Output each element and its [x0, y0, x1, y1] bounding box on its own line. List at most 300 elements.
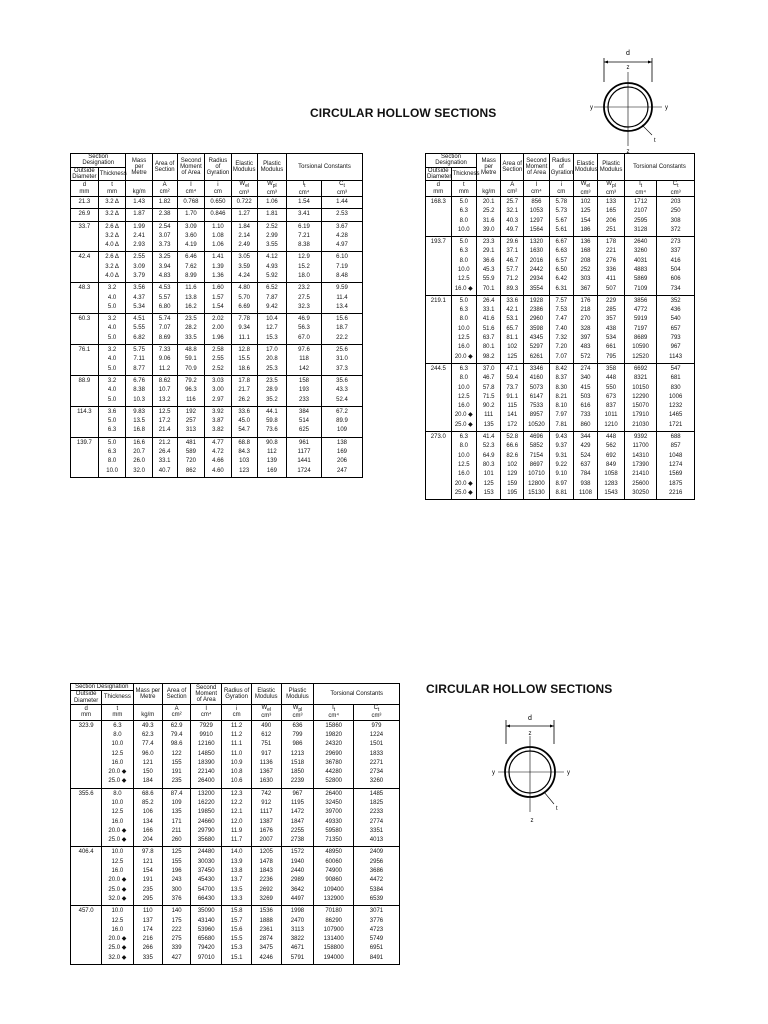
cell-value: 2956 — [369, 858, 384, 865]
cell-value: 154 — [142, 868, 153, 875]
cell-value: 90.2 — [482, 403, 495, 410]
cell-value: 11700 — [632, 443, 649, 450]
data-cell — [598, 196, 625, 236]
cell-value: 111 — [484, 412, 494, 419]
cell-value: 73.6 — [266, 427, 278, 434]
cell-value: 9.59 — [336, 285, 348, 292]
cell-value: 6.67 — [555, 239, 568, 246]
cell-value: 57.7 — [506, 267, 519, 273]
cell-value: 8.0 — [459, 257, 468, 264]
cell-value: 636 — [292, 722, 303, 729]
cell-value: 3.92 — [212, 408, 224, 415]
header-symbol-unit — [322, 181, 363, 197]
cell-value: 9.42 — [266, 303, 278, 310]
cell-value: 8697 — [529, 461, 544, 468]
cell-value: 6.3 — [459, 365, 468, 372]
data-cell — [451, 432, 477, 500]
cell-value: 384 — [299, 408, 310, 415]
header-section-designation: Section Designation — [71, 684, 134, 691]
cell-value: 1721 — [668, 421, 683, 428]
outside-diameter-cell — [71, 209, 99, 221]
data-cell — [126, 252, 152, 283]
cell-value: 53960 — [197, 926, 215, 933]
cell-value: 1485 — [369, 790, 384, 797]
cell-value: 10.9 — [230, 759, 243, 766]
page-title-top: CIRCULAR HOLLOW SECTIONS — [310, 106, 497, 120]
data-cell — [287, 221, 322, 252]
data-cell — [222, 847, 252, 906]
header-symbol-unit — [231, 181, 257, 197]
label-z-top: z — [626, 65, 630, 71]
cell-value: 1.82 — [158, 198, 171, 205]
unit: cm³ — [292, 713, 303, 720]
circular-section-diagram-top — [590, 40, 690, 155]
table-row-group — [71, 847, 400, 906]
data-cell — [98, 345, 126, 376]
cell-value: 15860 — [325, 722, 342, 729]
cell-value: 4246 — [259, 954, 273, 961]
header-elastic: Elastic Modulus — [573, 154, 597, 181]
cell-value: 60.3 — [78, 316, 91, 323]
cell-value: 18.7 — [336, 325, 348, 332]
cell-value: 8.37 — [555, 375, 568, 382]
header-elastic: Elastic Modulus — [231, 154, 257, 181]
cell-value: 8491 — [369, 954, 384, 961]
cell-value: 70.9 — [185, 365, 197, 372]
header-symbol-unit — [353, 704, 399, 720]
cell-value: 35680 — [197, 837, 215, 844]
cell-value: 33.7 — [78, 223, 91, 230]
cell-value: 9.34 — [238, 325, 251, 332]
cell-value: 4.24 — [238, 273, 251, 279]
cell-value: 5384 — [369, 886, 384, 893]
cell-value: 1.27 — [238, 211, 251, 218]
cell-value: 21030 — [632, 421, 649, 428]
cell-value: 1.70 — [185, 211, 197, 218]
header-symbol-unit — [71, 181, 99, 197]
cell-value: 344 — [580, 434, 591, 441]
cell-value: 5.0 — [107, 439, 117, 446]
header-thickness: Thickness — [451, 167, 477, 181]
cell-value: 4.53 — [158, 285, 171, 292]
data-cell — [524, 196, 550, 236]
table-row-group — [71, 283, 363, 314]
cell-value: 193.7 — [430, 239, 446, 246]
cell-value: 13.2 — [158, 396, 171, 403]
cell-value: 2107 — [633, 208, 648, 215]
cell-value: 1195 — [291, 800, 304, 806]
cell-value: 4.72 — [212, 449, 224, 456]
cell-value: 46.7 — [506, 257, 519, 264]
cell-value: 1850 — [290, 769, 305, 776]
cell-value: 2738 — [290, 837, 305, 844]
cell-value: 6.3 — [107, 427, 117, 434]
cell-value: 39.0 — [482, 226, 495, 233]
data-cell — [287, 345, 322, 376]
label-y-right: y — [665, 105, 668, 111]
cell-value: 4671 — [290, 945, 305, 952]
cell-value: 10.0 — [457, 452, 470, 459]
cell-value: 4013 — [369, 837, 384, 844]
data-cell — [177, 437, 205, 477]
cell-value: 504 — [670, 267, 681, 273]
table-row-group — [71, 196, 363, 208]
label-y-left: y — [492, 770, 495, 776]
data-cell — [231, 375, 257, 406]
cell-value: 12.5 — [457, 276, 470, 283]
cell-value: 98.6 — [170, 741, 183, 748]
cell-value: 5.0 — [107, 396, 117, 403]
cell-value: 448 — [606, 434, 617, 441]
header-plastic: Plastic Modulus — [257, 154, 286, 181]
data-cell — [133, 906, 163, 965]
cell-value: 4723 — [369, 926, 384, 933]
cell-value: 121 — [142, 759, 153, 766]
cell-value: 2595 — [633, 217, 648, 224]
cell-value: 67.0 — [298, 334, 310, 341]
cell-value: 229 — [606, 297, 617, 304]
cell-value: 22.2 — [336, 334, 348, 341]
table-row-group — [71, 788, 400, 847]
cell-value: 196 — [171, 868, 182, 875]
cell-value: 336 — [606, 267, 617, 273]
cell-value: 13.8 — [185, 294, 197, 301]
cell-value: 8.62 — [158, 377, 171, 384]
cell-value: 7.19 — [336, 263, 348, 270]
header-symbol-unit — [222, 704, 252, 720]
cell-value: 1630 — [259, 778, 273, 785]
outside-diameter-cell — [71, 221, 99, 252]
cell-value: 862 — [185, 467, 196, 474]
cell-value: 2442 — [529, 267, 544, 273]
data-cell — [257, 252, 286, 283]
data-cell — [287, 209, 322, 221]
cell-value: 244.5 — [430, 365, 446, 372]
cell-value: 3.59 — [238, 263, 251, 270]
data-cell — [657, 196, 695, 236]
header-plastic: Plastic Modulus — [281, 684, 314, 705]
cell-value: 6.46 — [185, 254, 197, 261]
header-plastic: Plastic Modulus — [598, 154, 625, 181]
cell-value: 16.0 — [457, 344, 470, 351]
cell-value: 10.0 — [106, 467, 118, 474]
cell-value: 8957 — [529, 412, 544, 419]
data-cell — [281, 788, 314, 847]
symbol: $W_{el}$ — [580, 181, 591, 190]
cell-value: 23.2 — [298, 285, 310, 292]
cell-value: 2734 — [369, 769, 384, 776]
data-cell — [102, 720, 133, 788]
cell-value: 6.42 — [555, 276, 568, 283]
cell-value: 8.0 — [113, 731, 122, 738]
outside-diameter-cell — [71, 283, 99, 314]
cell-value: 16.2 — [185, 303, 197, 310]
cell-value: 2960 — [529, 316, 544, 323]
header-symbol-unit — [191, 704, 222, 720]
symbol: $W_{pl}$ — [292, 704, 303, 714]
cell-value: 11.0 — [231, 750, 243, 757]
data-cell — [287, 252, 322, 283]
cell-value: 37.3 — [336, 365, 348, 372]
cell-value: 5.0 — [107, 365, 117, 372]
cell-value: 2233 — [369, 809, 384, 816]
data-cell — [322, 221, 363, 252]
cell-value: 10520 — [528, 421, 545, 428]
outside-diameter-cell — [71, 437, 99, 477]
cell-value: 5.57 — [158, 294, 171, 301]
cell-value: 260 — [171, 837, 182, 844]
cell-value: 55.9 — [482, 276, 495, 283]
cell-value: 6.52 — [266, 285, 278, 292]
data-cell — [322, 283, 363, 314]
data-cell — [177, 252, 205, 283]
data-cell — [353, 788, 399, 847]
data-cell — [657, 432, 695, 500]
data-cell — [477, 432, 501, 500]
table-row-group — [71, 375, 363, 406]
cell-value: 12.5 — [111, 917, 124, 924]
cell-value: 7929 — [199, 722, 213, 729]
cell-value: 4.0 Δ — [105, 273, 119, 279]
cell-value: 33.6 — [238, 408, 251, 415]
symbol: i — [560, 182, 562, 189]
header-symbol-unit — [598, 181, 625, 197]
cell-value: 4.0 — [107, 294, 117, 301]
cell-value: 8.0 — [113, 790, 122, 797]
cell-value: 42.1 — [506, 307, 519, 314]
unit: mm — [433, 188, 444, 195]
outside-diameter-cell — [426, 237, 452, 296]
cell-value: 14310 — [632, 452, 649, 459]
cell-value: 11.7 — [231, 837, 243, 844]
cell-value: 35.2 — [266, 396, 278, 403]
data-cell — [251, 847, 281, 906]
cell-value: 308 — [670, 217, 681, 224]
cell-value: 51.6 — [482, 325, 495, 332]
cell-value: 52.3 — [482, 443, 495, 450]
cell-value: 109400 — [323, 886, 344, 893]
cell-value: 43140 — [197, 917, 215, 924]
header-mass: Mass per Metre — [133, 684, 163, 705]
cell-value: 2236 — [259, 877, 273, 884]
data-cell — [205, 375, 231, 406]
cell-value: 5.92 — [266, 273, 278, 279]
table-row-group — [426, 432, 695, 500]
cell-value: 3.05 — [238, 254, 251, 261]
cell-value: 300 — [171, 886, 182, 893]
cell-value: 33.1 — [482, 307, 495, 314]
data-cell — [287, 406, 322, 437]
cell-value: 10.0 — [457, 267, 470, 273]
cell-value: 59580 — [325, 827, 342, 834]
cell-value: 45.0 — [238, 418, 251, 425]
header-second-moment: Second Moment of Area — [524, 154, 550, 181]
cell-value: 1572 — [290, 849, 305, 856]
cell-value: 86290 — [325, 917, 342, 924]
cell-value: 25.0 ◆ — [454, 421, 473, 428]
data-cell — [281, 720, 314, 788]
data-cell — [549, 432, 573, 500]
symbol: A — [174, 705, 179, 712]
cell-value: 137 — [142, 917, 153, 924]
cell-value: 4772 — [633, 307, 648, 314]
dim-arrow-left — [604, 61, 608, 64]
data-cell — [152, 375, 177, 406]
cell-value: 5.55 — [133, 325, 145, 332]
cell-value: 7.33 — [158, 347, 171, 354]
header-radius: Radius of Gyration — [549, 154, 573, 181]
cell-value: 28.9 — [266, 387, 278, 394]
cell-value: 5.0 — [459, 297, 468, 304]
cell-value: 219.1 — [430, 297, 446, 304]
unit: cm⁴ — [200, 712, 212, 719]
cell-value: 11.9 — [231, 827, 243, 834]
cell-value: 2.99 — [266, 232, 278, 239]
data-cell — [102, 788, 133, 847]
cell-value: 16.0 — [457, 471, 470, 478]
cell-value: 66.6 — [506, 443, 519, 450]
cell-value: 8689 — [633, 335, 648, 342]
cell-value: 98.2 — [482, 353, 495, 360]
cell-value: 251 — [606, 226, 617, 233]
cell-value: 3.2 Δ — [105, 211, 119, 218]
cell-value: 20.8 — [266, 356, 278, 363]
cell-value: 17.8 — [238, 377, 251, 384]
cell-value: 9.22 — [555, 461, 568, 468]
data-cell — [205, 314, 231, 345]
cell-value: 1.39 — [212, 263, 224, 270]
cell-value: 138 — [337, 439, 348, 446]
cell-value: 562 — [606, 443, 617, 450]
cell-value: 85.2 — [141, 800, 154, 806]
cell-value: 90860 — [325, 877, 342, 884]
cell-value: 125 — [580, 208, 591, 215]
cell-value: 21.3 — [78, 198, 91, 205]
data-cell — [281, 847, 314, 906]
cell-value: 175 — [171, 917, 182, 924]
cell-value: 4345 — [529, 335, 544, 342]
data-cell — [205, 209, 231, 221]
header-thickness: Thickness — [98, 167, 126, 181]
cell-value: 48950 — [325, 849, 342, 856]
cell-value: 20.0 ◆ — [454, 412, 473, 419]
data-cell — [257, 221, 286, 252]
cell-value: 23.3 — [482, 239, 495, 246]
cell-value: 1387 — [259, 818, 273, 825]
cell-value: 1843 — [259, 868, 273, 875]
header-symbol-unit — [102, 704, 133, 720]
data-cell — [322, 314, 363, 345]
data-cell — [598, 363, 625, 431]
cell-value: 15.2 — [298, 263, 310, 270]
cell-value: 77.4 — [141, 741, 154, 748]
cell-value: 313 — [185, 427, 196, 434]
data-cell — [163, 788, 191, 847]
data-cell — [98, 221, 126, 252]
cell-value: 8.0 — [459, 375, 468, 382]
cell-value: 720 — [185, 458, 196, 465]
cell-value: 6.50 — [555, 267, 568, 273]
cell-value: 3.09 — [133, 263, 145, 270]
cell-value: 6147 — [529, 393, 544, 400]
header-area: Area of Section — [163, 684, 191, 705]
header-section-designation: Section Designation — [426, 154, 477, 168]
cell-value: 438 — [606, 325, 617, 332]
cell-value: 5.0 — [107, 334, 117, 341]
cell-value: 26.2 — [238, 396, 251, 403]
cell-value: 1205 — [259, 849, 273, 856]
cell-value: 436 — [670, 307, 681, 314]
cell-value: 6.3 — [113, 722, 122, 729]
cell-value: 71.5 — [482, 393, 495, 400]
cell-value: 33.1 — [158, 458, 171, 465]
cell-value: 37450 — [197, 868, 215, 875]
section-table-3 — [70, 683, 400, 965]
data-cell — [177, 209, 205, 221]
data-cell — [152, 252, 177, 283]
cell-value: 799 — [292, 731, 303, 738]
data-cell — [205, 196, 231, 208]
header-symbol-unit — [625, 181, 657, 197]
cell-value: 20.0 ◆ — [108, 769, 127, 776]
cell-value: 49330 — [325, 818, 342, 825]
outside-diameter-cell — [71, 375, 99, 406]
symbol: t — [116, 705, 119, 712]
data-cell — [625, 237, 657, 296]
cell-value: 9.37 — [555, 443, 568, 450]
cell-value: 32.3 — [298, 303, 310, 310]
cell-value: 448 — [606, 375, 617, 382]
cell-value: 3.2 Δ — [105, 263, 119, 270]
cell-value: 43.3 — [336, 387, 348, 394]
cell-value: 59.1 — [185, 356, 197, 363]
cell-value: 7533 — [529, 403, 544, 410]
cell-value: 12.5 — [111, 750, 124, 757]
data-cell — [177, 283, 205, 314]
cell-value: 134 — [142, 818, 153, 825]
cell-value: 16.0 — [457, 403, 470, 410]
cell-value: 1875 — [668, 480, 683, 487]
symbol: $C_t$ — [339, 181, 345, 190]
data-cell — [657, 295, 695, 363]
cell-value: 5.73 — [555, 208, 568, 215]
header-symbol-unit — [163, 704, 191, 720]
data-cell — [126, 221, 152, 252]
data-cell — [287, 375, 322, 406]
cell-value: 285 — [606, 307, 617, 314]
cell-value: 681 — [670, 375, 681, 382]
cell-value: 1888 — [259, 917, 273, 924]
cell-value: 10.0 — [111, 741, 124, 748]
cell-value: 10150 — [632, 384, 649, 391]
data-cell — [322, 196, 363, 208]
cell-value: 3.2 — [107, 347, 117, 354]
cell-value: 337 — [670, 248, 681, 255]
cell-value: 8.77 — [133, 365, 145, 372]
cell-value: 73.7 — [506, 384, 519, 391]
cell-value: 178 — [606, 239, 617, 246]
cell-value: 172 — [507, 421, 518, 428]
cell-value: 222 — [171, 926, 182, 933]
cell-value: 1143 — [669, 353, 683, 360]
label-t: t — [556, 806, 558, 812]
data-cell — [257, 314, 286, 345]
cell-value: 135 — [483, 421, 494, 428]
cell-value: 16.0 — [111, 926, 124, 933]
cell-value: 21410 — [632, 471, 649, 478]
data-cell — [524, 432, 550, 500]
cell-value: 4.97 — [336, 242, 348, 249]
